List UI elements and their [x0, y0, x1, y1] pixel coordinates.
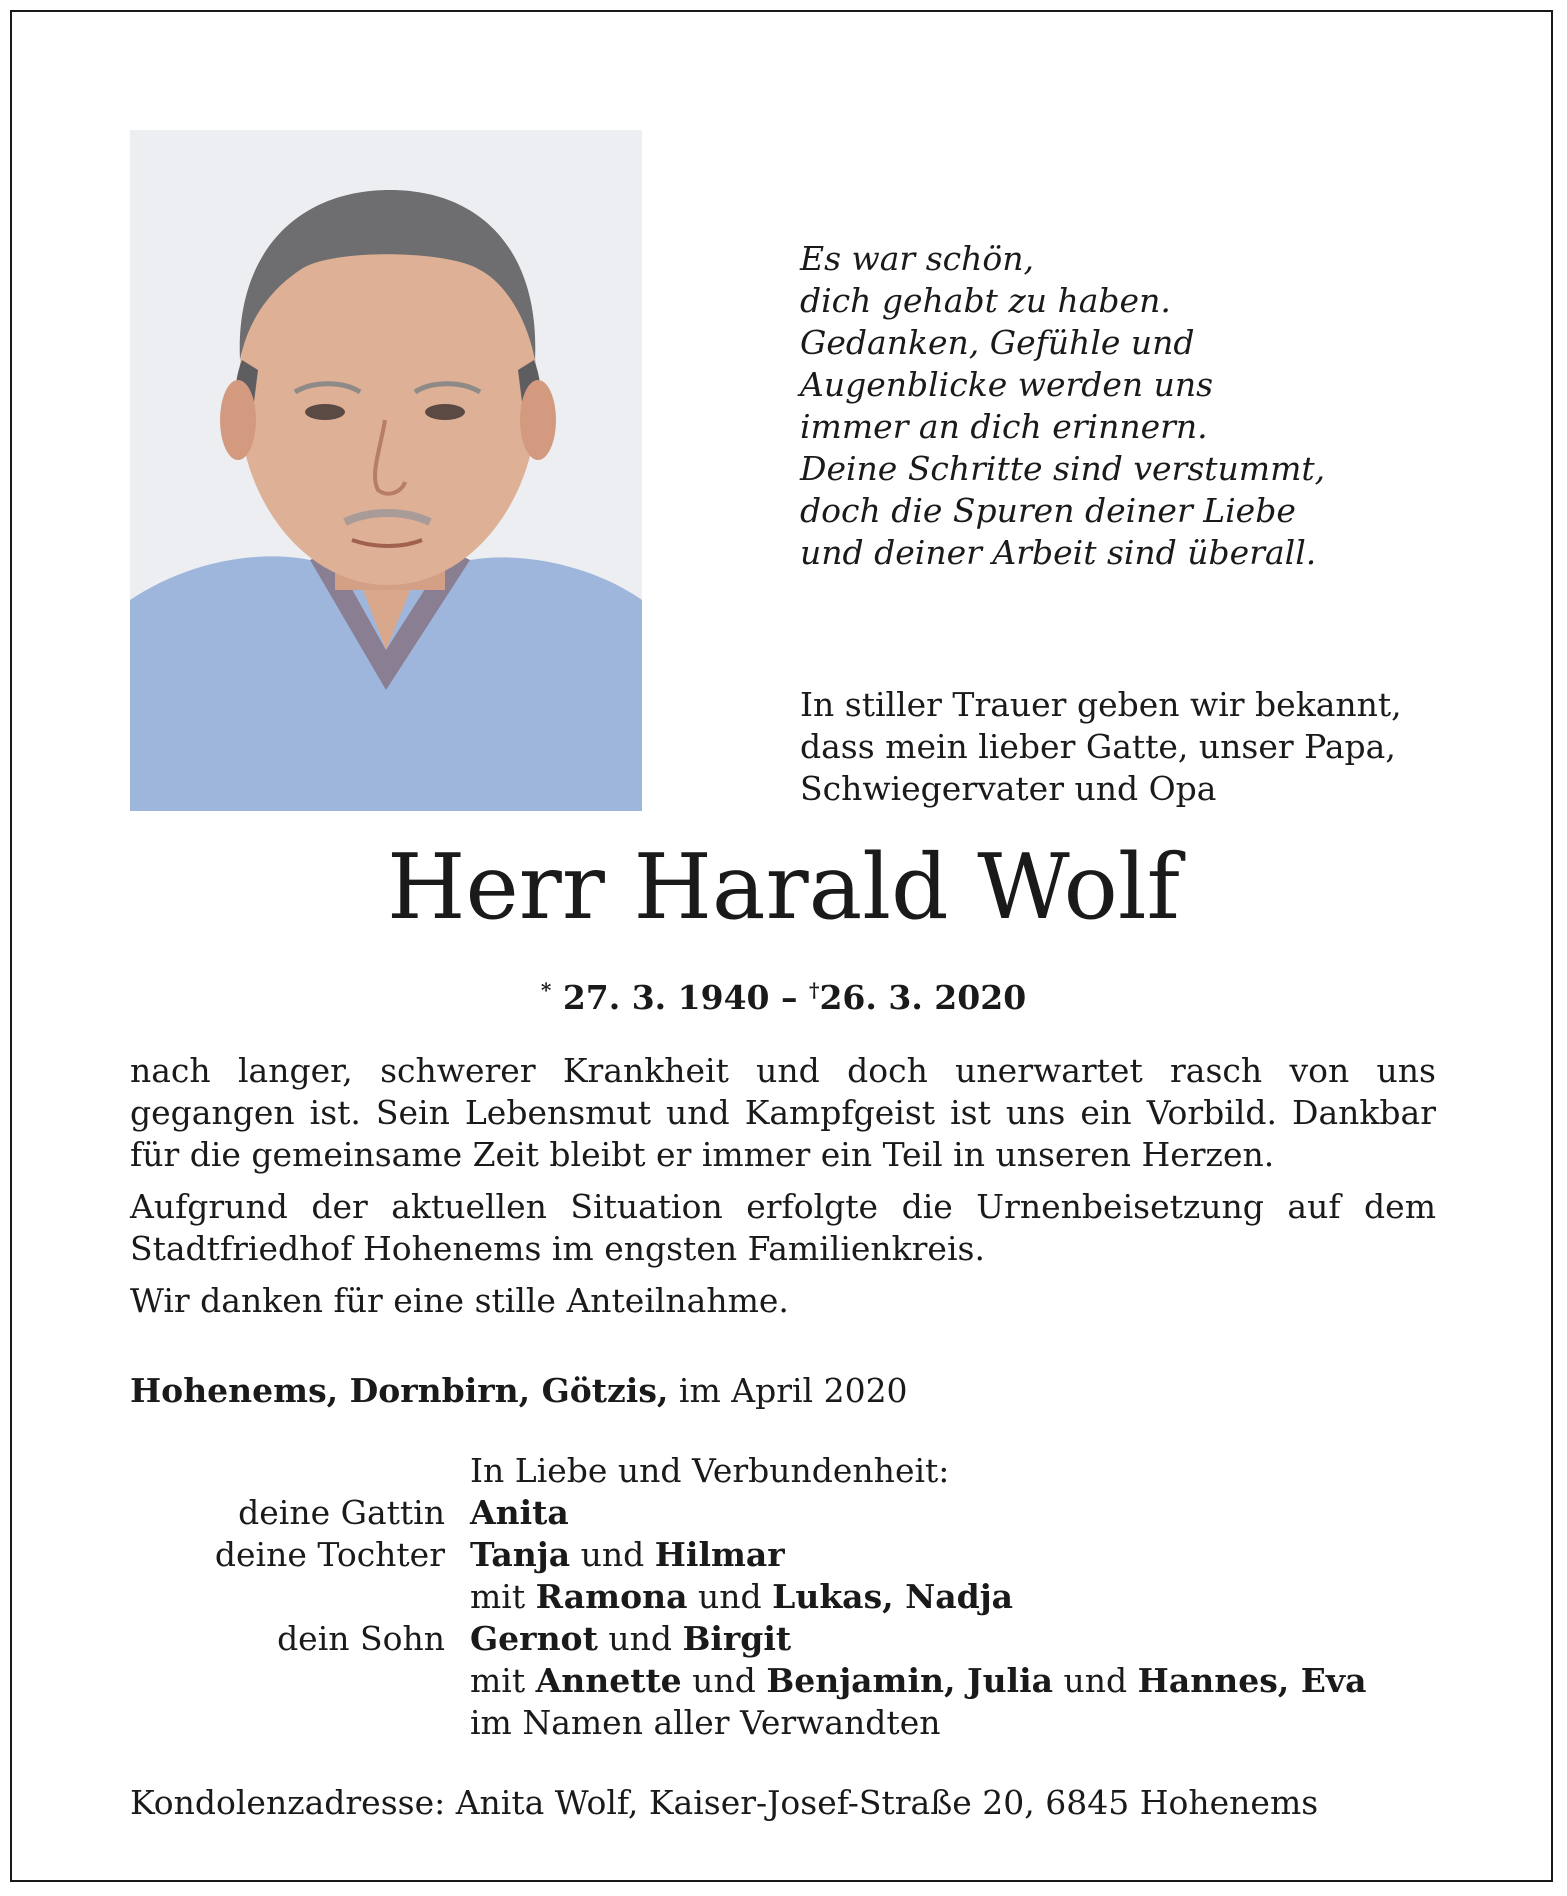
poem-line: und deiner Arbeit sind überall. [800, 533, 1317, 572]
conjunction: und [697, 1577, 762, 1616]
signer-row-sohn-kinder [130, 1660, 1470, 1702]
announcement-body [130, 1050, 1436, 1332]
poem-line: Gedanken, Gefühle und [800, 323, 1195, 362]
birth-date: 27. 3. 1940 [562, 978, 770, 1017]
conjunction: und [608, 1619, 672, 1658]
announcement-date: im April 2020 [678, 1371, 908, 1410]
signer-name: Lukas, Nadja [772, 1577, 1014, 1616]
body-paragraph: Aufgrund der aktuellen Situation erfolgte die Urnenbeisetzung auf dem Stadtfriedhof Hohenems im engsten Familienkreis. [130, 1187, 1436, 1268]
relation-label: deine Tochter [214, 1535, 445, 1574]
death-symbol: † [809, 978, 820, 1002]
signer-name: Benjamin, Julia [766, 1661, 1054, 1700]
poem-line: immer an dich erinnern. [800, 407, 1208, 446]
mourners-list [130, 1450, 1470, 1744]
signer-row-tochter [130, 1534, 1470, 1576]
condolence-address: Kondolenzadresse: Anita Wolf, Kaiser-Josef-Straße 20, 6845 Hohenems [130, 1783, 1319, 1822]
conjunction: mit [470, 1577, 526, 1616]
signer-name: Anita [470, 1493, 569, 1532]
conjunction: mit [470, 1661, 526, 1700]
signer-row-closing [130, 1702, 1470, 1744]
conjunction: und [692, 1661, 756, 1700]
date-dash: – [781, 978, 798, 1017]
body-paragraph: nach langer, schwerer Krankheit und doch unerwartet rasch von uns gegangen ist. Sein Lebensmut und Kampfgeist ist uns ein Vorbild. Dankbar für die gemeinsame Zeit bleibt er immer ein Teil in unseren Herzen. [130, 1051, 1436, 1174]
conjunction: und [1063, 1661, 1128, 1700]
life-dates [0, 968, 1567, 1020]
closing-line: im Namen aller Verwandten [470, 1703, 941, 1742]
signer-name: Ramona [535, 1577, 688, 1616]
portrait-photo [130, 130, 642, 811]
place-towns: Hohenems, Dornbirn, Götzis, [130, 1371, 669, 1410]
signer-row-sohn [130, 1618, 1470, 1660]
signer-name: Hilmar [654, 1535, 785, 1574]
signer-name: Annette [535, 1661, 682, 1700]
signer-name: Hannes, Eva [1137, 1661, 1367, 1700]
signer-name: Gernot [470, 1619, 598, 1658]
body-paragraph: Wir danken für eine stille Anteilnahme. [130, 1281, 789, 1320]
conjunction: und [580, 1535, 645, 1574]
birth-symbol: * [540, 978, 552, 1002]
poem-line: Es war schön, [800, 239, 1034, 278]
death-date: 26. 3. 2020 [819, 978, 1027, 1017]
poem-line: doch die Spuren deiner Liebe [800, 491, 1296, 530]
announcement-intro [800, 684, 1440, 810]
signer-name: Birgit [682, 1619, 792, 1658]
signers-heading: In Liebe und Verbundenheit: [470, 1451, 950, 1490]
relation-label: dein Sohn [277, 1619, 445, 1658]
signer-row-tochter-kinder [130, 1576, 1470, 1618]
signer-row-gattin [130, 1492, 1470, 1534]
poem-line: dich gehabt zu haben. [800, 281, 1171, 320]
intro-line: dass mein lieber Gatte, unser Papa, [800, 727, 1396, 766]
poem-line: Augenblicke werden uns [800, 365, 1214, 404]
relation-label: deine Gattin [238, 1493, 445, 1532]
portrait-illustration [130, 130, 642, 811]
memorial-poem [800, 238, 1440, 574]
intro-line: Schwiegervater und Opa [800, 769, 1217, 808]
place-and-date [130, 1370, 908, 1412]
poem-line: Deine Schritte sind verstummt, [800, 449, 1326, 488]
signers-heading-row [130, 1450, 1470, 1492]
signer-name: Tanja [470, 1535, 571, 1574]
deceased-name: Herr Harald Wolf [387, 835, 1180, 940]
intro-line: In stiller Trauer geben wir bekannt, [800, 685, 1402, 724]
